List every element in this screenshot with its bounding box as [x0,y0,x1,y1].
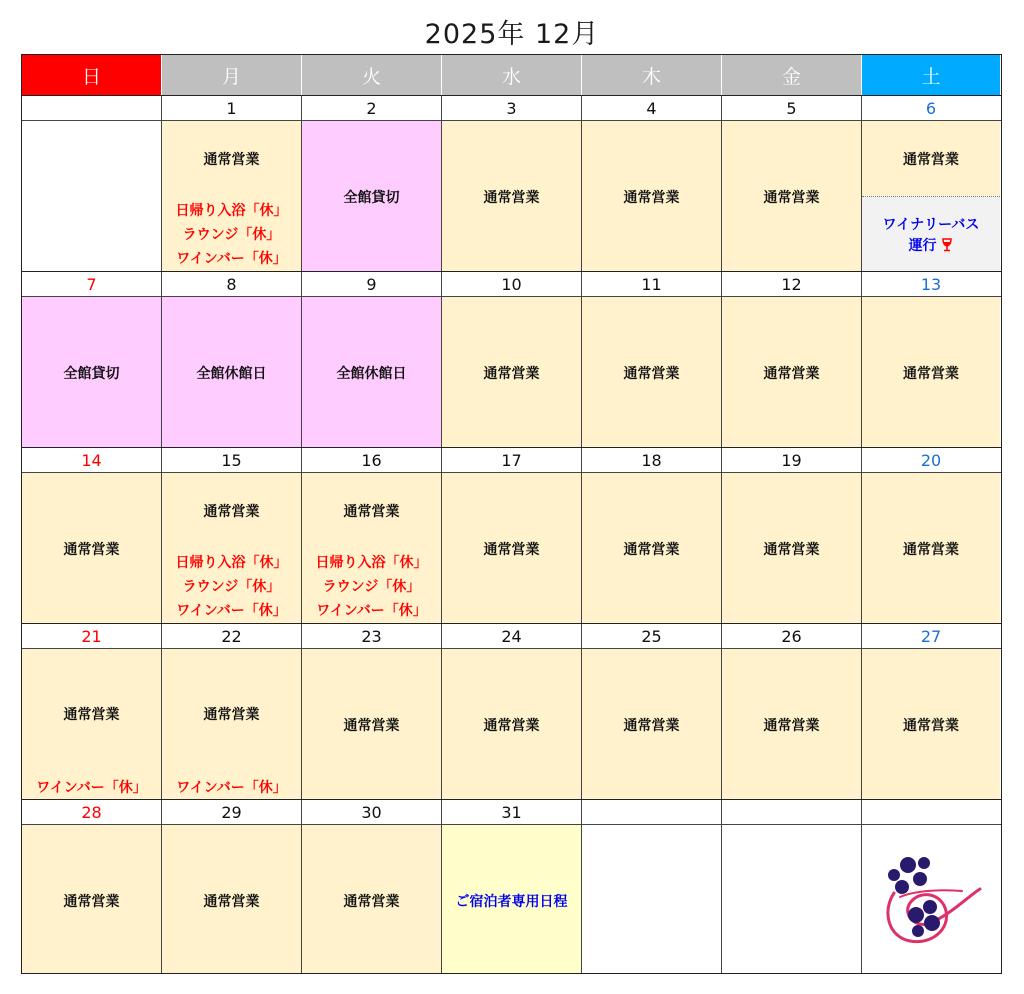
day-cell-21 [22,649,162,799]
closure-notes [162,551,301,623]
day-cell-3 [442,121,582,271]
winery-bus-line-2 [862,235,1000,255]
date-12: 12 [722,272,862,296]
weekday-header-row [22,55,1001,95]
date-empty [582,800,722,824]
status-text: 通常営業 [203,152,260,168]
status-text: 通常営業 [203,894,260,910]
week-4-dates [22,623,1001,648]
status-text: 通常営業 [63,707,120,723]
day-cell-8 [162,297,302,447]
day-cell-11 [582,297,722,447]
weekday-wed: 水 [442,55,582,95]
date-20: 20 [862,448,1000,472]
week-1-dates [22,95,1001,120]
day-cell-31 [442,825,582,973]
day-cell-1 [162,121,302,271]
status-text: 通常営業 [343,504,400,520]
day-cell-empty [22,121,162,271]
note-lounge: ラウンジ「休」 [182,227,281,243]
closure-notes [302,551,441,623]
date-23: 23 [302,624,442,648]
date-17: 17 [442,448,582,472]
date-29: 29 [162,800,302,824]
day-cell-13 [862,297,1000,447]
calendar-title: 2025年 12月 [424,19,600,50]
day-cell-25 [582,649,722,799]
weekday-mon: 月 [162,55,302,95]
status-text: 通常営業 [483,718,540,734]
week-2-dates [22,271,1001,296]
note-winebar: ワインバー「休」 [176,780,287,796]
week-4 [22,623,1001,799]
status-text: 通常営業 [903,366,959,382]
day-cell-4 [582,121,722,271]
note-lounge: ラウンジ「休」 [322,579,421,595]
day-cell-27 [862,649,1000,799]
date-5: 5 [722,96,862,120]
date-11: 11 [582,272,722,296]
date-28: 28 [22,800,162,824]
day-cell-29 [162,825,302,973]
status-text: 通常営業 [763,190,820,206]
status-text: 通常営業 [343,894,400,910]
day-cell-2 [302,121,442,271]
date-13: 13 [862,272,1000,296]
note-bath: 日帰り入浴「休」 [175,203,288,219]
date-25: 25 [582,624,722,648]
status-text: 通常営業 [763,366,820,382]
day-cell-28 [22,825,162,973]
day-cell-24 [442,649,582,799]
status-text: 通常営業 [343,718,400,734]
date-26: 26 [722,624,862,648]
status-text: 通常営業 [763,718,820,734]
status-text: 全館貸切 [63,366,120,382]
status-text: 全館休館日 [336,366,407,382]
date-22: 22 [162,624,302,648]
note-lounge: ラウンジ「休」 [182,579,281,595]
date-15: 15 [162,448,302,472]
day-cell-empty [582,825,722,973]
day-cell-17 [442,473,582,623]
week-3-dates [22,447,1001,472]
status-text: 通常営業 [623,190,680,206]
date-18: 18 [582,448,722,472]
status-text: 通常営業 [623,718,680,734]
date-7: 7 [22,272,162,296]
status-text: 通常営業 [903,152,959,168]
grape-logo [880,853,984,949]
note-winebar: ワインバー「休」 [176,603,287,619]
day-cell-15 [162,473,302,623]
week-3-cells [22,472,1001,623]
day-cell-18 [582,473,722,623]
week-2-cells [22,296,1001,447]
closure-notes [162,199,301,271]
date-14: 14 [22,448,162,472]
status-text: 通常営業 [203,707,260,723]
day-cell-empty [722,825,862,973]
day-cell-12 [722,297,862,447]
status-text: 通常営業 [623,542,680,558]
day-cell-16 [302,473,442,623]
day-cell-20 [862,473,1000,623]
status-text: 全館貸切 [343,190,400,206]
weekday-fri: 金 [722,55,862,95]
calendar-grid [21,54,1002,974]
date-1: 1 [162,96,302,120]
status-text: 通常営業 [63,894,120,910]
date-9: 9 [302,272,442,296]
winery-bus-notice [862,196,1000,271]
day-cell-30 [302,825,442,973]
note-winebar: ワインバー「休」 [36,780,147,796]
day-cell-23 [302,649,442,799]
date-3: 3 [442,96,582,120]
date-empty [22,96,162,120]
day-cell-empty [862,825,1000,973]
date-4: 4 [582,96,722,120]
note-bath: 日帰り入浴「休」 [175,555,288,571]
day-cell-10 [442,297,582,447]
status-text: 通常営業 [483,542,540,558]
date-27: 27 [862,624,1000,648]
date-30: 30 [302,800,442,824]
date-8: 8 [162,272,302,296]
status-text: 全館休館日 [196,366,267,382]
week-5 [22,799,1001,973]
note-winebar: ワインバー「休」 [176,251,287,267]
day-cell-9 [302,297,442,447]
note-bath: 日帰り入浴「休」 [315,555,428,571]
day-cell-26 [722,649,862,799]
weekday-sun: 日 [22,55,162,95]
week-3 [22,447,1001,623]
day-cell-22 [162,649,302,799]
day-cell-14 [22,473,162,623]
winery-bus-text-2: 運行 [908,238,937,254]
date-6: 6 [862,96,1000,120]
week-2 [22,271,1001,447]
date-2: 2 [302,96,442,120]
wine-glass-icon [941,238,953,252]
note-winebar: ワインバー「休」 [316,603,427,619]
date-16: 16 [302,448,442,472]
weekday-tue: 火 [302,55,442,95]
status-text: 通常営業 [623,366,680,382]
status-text: 通常営業 [903,542,959,558]
weekday-thu: 木 [582,55,722,95]
status-text: 通常営業 [63,542,120,558]
date-21: 21 [22,624,162,648]
week-1-cells [22,120,1001,271]
day-cell-19 [722,473,862,623]
date-31: 31 [442,800,582,824]
week-1 [22,95,1001,271]
day-cell-6 [862,121,1000,271]
date-empty [722,800,862,824]
status-text: 通常営業 [903,718,959,734]
week-5-cells [22,824,1001,973]
status-text: ご宿泊者専用日程 [455,894,568,910]
status-text: 通常営業 [483,190,540,206]
status-text: 通常営業 [203,504,260,520]
date-19: 19 [722,448,862,472]
day-cell-5 [722,121,862,271]
winery-bus-text-1: ワイナリーバス [882,217,980,233]
day-cell-7 [22,297,162,447]
date-10: 10 [442,272,582,296]
week-4-cells [22,648,1001,799]
weekday-sat: 土 [862,55,1000,95]
date-24: 24 [442,624,582,648]
status-text: 通常営業 [763,542,820,558]
status-text: 通常営業 [483,366,540,382]
date-empty [862,800,1000,824]
week-5-dates [22,799,1001,824]
